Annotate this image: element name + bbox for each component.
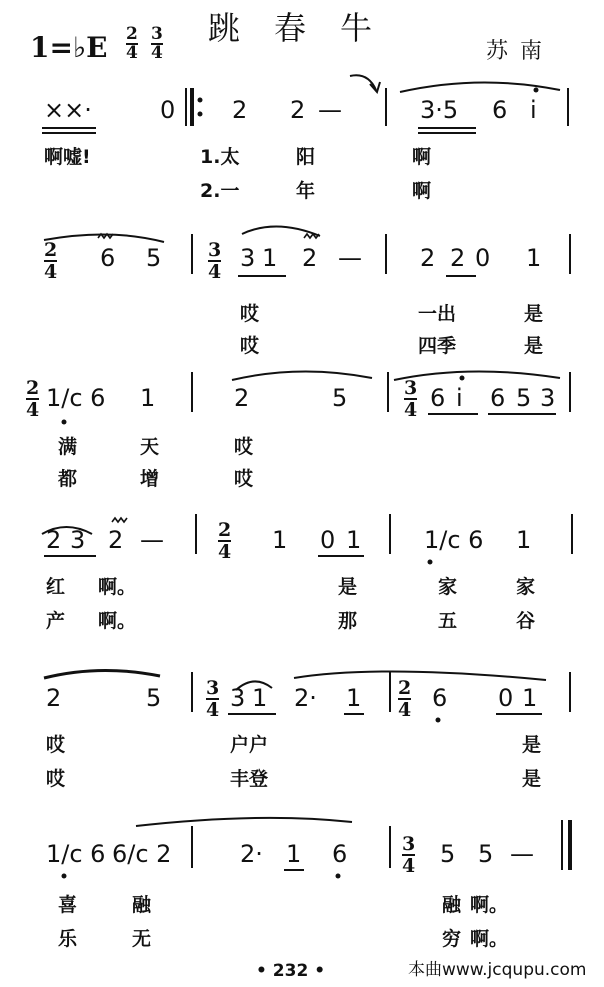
lyric: 满	[58, 436, 78, 458]
note: 5	[516, 384, 532, 412]
ornament-mark	[112, 518, 127, 522]
lyric: 啊	[412, 146, 432, 168]
lyric: 啊。	[98, 576, 137, 598]
lyric: 天	[140, 436, 160, 458]
lyric: 阳	[296, 146, 316, 168]
note: 2·	[294, 684, 317, 712]
note: ××·	[44, 96, 92, 124]
note: 6	[490, 384, 506, 412]
lyric: 融	[442, 894, 462, 916]
note: 2	[108, 526, 124, 554]
note: 1	[522, 684, 538, 712]
note: 1	[526, 244, 542, 272]
meter-change: 3 4	[402, 833, 416, 877]
note: 3	[240, 244, 256, 272]
note: 6	[492, 96, 508, 124]
note: 6	[332, 840, 348, 868]
meter-change: 2 4	[398, 677, 412, 721]
note: 5	[478, 840, 494, 868]
note: 5	[146, 244, 162, 272]
watermark: 本曲www.jcqupu.com	[408, 960, 587, 980]
lyric: 哎	[240, 303, 260, 325]
phrase-arch	[44, 670, 160, 678]
note: i	[530, 96, 537, 124]
note: —	[318, 96, 342, 124]
song-title: 跳春牛	[208, 9, 407, 47]
note: 3	[540, 384, 556, 412]
slur	[136, 818, 352, 826]
lyric: 户户	[230, 734, 269, 756]
slur	[394, 371, 560, 380]
lyric: 哎	[234, 436, 254, 458]
note: 6	[430, 384, 446, 412]
lyric: 哎	[46, 734, 66, 756]
note: 0	[320, 526, 336, 554]
lyric: 哎	[240, 335, 260, 357]
note: 1	[140, 384, 156, 412]
note: —	[510, 840, 534, 868]
note: 2	[420, 244, 436, 272]
note: 0	[498, 684, 514, 712]
meter-change: 3 4	[208, 239, 222, 283]
lyric: 哎	[234, 468, 254, 490]
note: 3·5	[420, 96, 459, 124]
lyric: 是	[522, 734, 542, 756]
note: 6	[100, 244, 116, 272]
lyric: 丰登	[230, 768, 269, 790]
note: 5	[440, 840, 456, 868]
lyric: 都	[58, 468, 78, 490]
note: 2	[232, 96, 248, 124]
slur	[294, 671, 546, 680]
lyric: 增	[140, 468, 160, 490]
note: 2	[290, 96, 306, 124]
lyric: 啊。	[470, 894, 509, 916]
author-credit: 苏南	[486, 39, 555, 64]
lyric: 啊嘘!	[44, 146, 91, 168]
note: —	[140, 526, 164, 554]
lyric: 穷	[442, 928, 462, 950]
note: 1	[272, 526, 288, 554]
meter-change: 2 4	[26, 377, 40, 421]
lyric: 那	[338, 610, 358, 632]
lyric: 2.一	[200, 180, 240, 202]
meter-change: 2 4	[218, 519, 232, 563]
note: —	[338, 244, 362, 272]
note: 1	[346, 526, 362, 554]
lyric: 四季	[418, 335, 457, 357]
lyric: 是	[338, 576, 358, 598]
lyric: 喜	[58, 894, 78, 916]
grace-note: 6/c 2	[112, 840, 172, 868]
lyric: 年	[296, 180, 316, 202]
note: 0	[475, 244, 491, 272]
note: 6	[432, 684, 448, 712]
time-signature-3-4: 3 4	[151, 24, 163, 63]
lyric: 是	[524, 303, 544, 325]
note: 3	[230, 684, 246, 712]
note: 2	[302, 244, 318, 272]
note: 2	[234, 384, 250, 412]
lyric: 一出	[418, 303, 457, 325]
key-signature: 1=♭E	[30, 31, 108, 64]
lyric: 谷	[516, 610, 536, 632]
lyric: 融	[132, 894, 152, 916]
grace-note: 1/c 6	[46, 384, 106, 412]
slur	[232, 371, 372, 380]
note: 2	[46, 526, 62, 554]
lyric: 1.太	[200, 146, 240, 168]
lyric: 五	[438, 610, 458, 632]
note: 0	[160, 96, 176, 124]
lyric: 红	[46, 576, 66, 598]
lyric: 家	[516, 576, 536, 598]
lyric: 家	[438, 576, 458, 598]
note: i	[456, 384, 463, 412]
slur	[42, 527, 92, 534]
lyric: 啊。	[470, 928, 509, 950]
note: 1	[262, 244, 278, 272]
note: 1	[286, 840, 302, 868]
meter-change: 3 4	[206, 677, 220, 721]
page-number: • 232 •	[256, 961, 326, 981]
repeat-dot	[198, 98, 203, 103]
note: 1	[516, 526, 532, 554]
repeat-dot	[198, 112, 203, 117]
grace-note: 1/c 6	[424, 526, 484, 554]
meter-change: 2 4	[44, 239, 58, 283]
note: 5	[332, 384, 348, 412]
lyric: 是	[522, 768, 542, 790]
lyric: 啊	[412, 180, 432, 202]
lyric: 哎	[46, 768, 66, 790]
note: 2	[46, 684, 62, 712]
lyric: 无	[132, 928, 152, 950]
note: 2·	[240, 840, 263, 868]
lyric: 啊。	[98, 610, 137, 632]
note: 5	[146, 684, 162, 712]
lyric: 是	[524, 335, 544, 357]
grace-note: 1/c 6	[46, 840, 106, 868]
note: 2	[450, 244, 466, 272]
note: 1	[252, 684, 268, 712]
note: 1	[346, 684, 362, 712]
lyric: 产	[46, 610, 66, 632]
lyric: 乐	[58, 928, 78, 950]
note: 3	[70, 526, 86, 554]
slur	[236, 681, 272, 690]
meter-change: 3 4	[404, 377, 418, 421]
time-signature-2-4: 2 4	[126, 24, 138, 63]
